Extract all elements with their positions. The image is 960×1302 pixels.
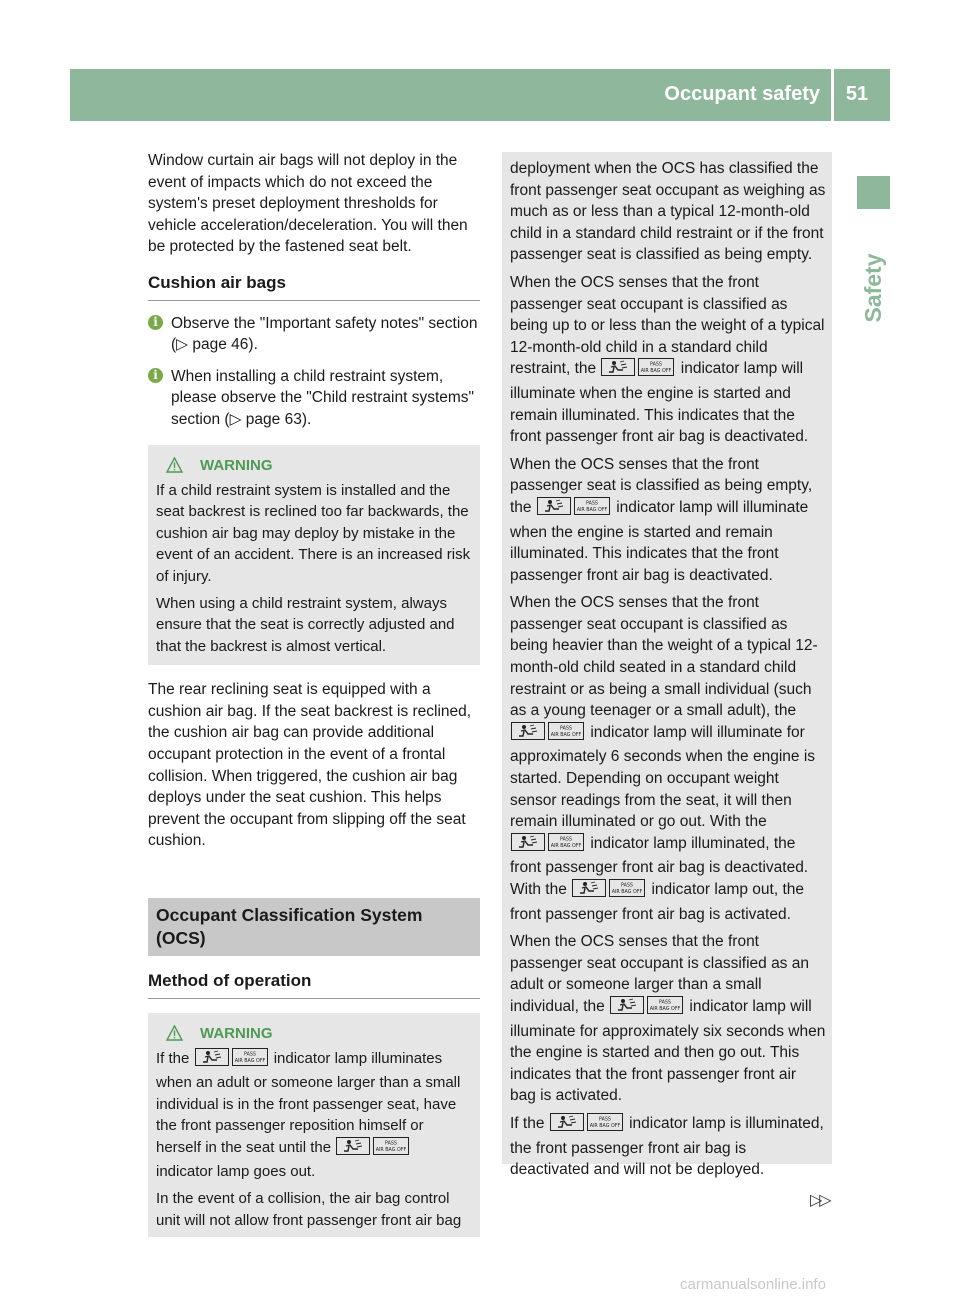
rear-seat-paragraph: The rear reclining seat is equipped with a cushion air bag. If the seat backrest is reclined, the cushion air bag can provide additional occupant protection in the event of a frontal collision. When triggered, the cushion air bag deploys under the seat cushion. This helps prevent the occupant from slipping off the seat cushion. [148, 681, 472, 850]
method-of-operation-heading: Method of operation [148, 970, 480, 999]
warning-text: In the event of a collision, the air bag control unit will not allow front passenger front air bag [156, 1190, 462, 1229]
svg-text:PASS: PASS [560, 837, 572, 843]
continue-arrows-icon: ▷▷ [810, 1192, 829, 1209]
ocs-paragraph: deployment when the OCS has classified the front passenger seat occupant as weighing as much as or less than a typical 12-month-old child in a standard child restraint or if the front passenger seat is classified as being empty. [510, 160, 826, 264]
svg-text:PASS: PASS [385, 1141, 398, 1147]
svg-text:AIR BAG OFF: AIR BAG OFF [375, 1147, 407, 1153]
svg-text:AIR BAG OFF: AIR BAG OFF [611, 890, 643, 895]
svg-text:AIR BAG OFF: AIR BAG OFF [234, 1058, 265, 1064]
passenger-airbag-off-icon [537, 497, 611, 522]
warning-label: WARNING [200, 1024, 273, 1042]
svg-text:AIR BAG OFF: AIR BAG OFF [550, 732, 582, 738]
info-icon: i [148, 315, 163, 330]
passenger-airbag-off-icon [610, 996, 684, 1021]
right-column-box [502, 152, 832, 1179]
passenger-airbag-off-icon [195, 1048, 269, 1072]
info-note: i When installing a child restraint system, please observe the "Child restraint systems" section (▷ page 63). [148, 366, 480, 431]
side-tab-marker [857, 176, 890, 209]
intro-paragraph: Window curtain air bags will not deploy in the event of impacts which do not exceed the system's preset deployment thresholds for vehicle acceleration/deceleration. You will then be protected by the fastened seat belt. [148, 152, 468, 256]
page-number: 51 [845, 83, 869, 105]
ocs-paragraph: If the PASS AIR BAG OFF indicator lamp is illuminated, the front passenger front air bag is deactivated and will not be deployed. [510, 1114, 824, 1179]
svg-text:PASS: PASS [585, 501, 598, 507]
warning-text: If a child restraint system is installed and the seat backrest is reclined too far backwards, the cushion air bag may deploy by mistake in the event of an accident. There is an increased risk of injury. [156, 481, 471, 585]
warning-text: If the PASS AIR BAG OFF indicator lamp illuminates when an adult or someone larger than a small individual is in the front passenger seat, have the front passenger reposition himself or herself in the seat until the PASS AIR BAG OFF indicator lamp goes out. [156, 1049, 461, 1180]
warning-box [148, 1013, 480, 1238]
svg-text:PASS: PASS [243, 1052, 256, 1058]
ocs-paragraph: When the OCS senses that the front passenger seat occupant is classified as being up to or less than the weight of a typical 12-month-old child in a standard child restraint, the PASS AIR BAG OFF indicator lamp will illuminate when the engine is started and remain illuminated. This indicates that the front passenger front air bag is deactivated. [510, 273, 825, 446]
left-column [148, 150, 480, 1251]
svg-text:PASS: PASS [650, 362, 663, 368]
svg-text:AIR BAG OFF: AIR BAG OFF [641, 369, 672, 375]
watermark: carmanualsonline.info [680, 1276, 826, 1293]
warning-triangle-icon [166, 457, 183, 473]
svg-text:PASS: PASS [621, 883, 634, 889]
warning-triangle-icon [166, 1025, 183, 1041]
svg-text:AIR BAG OFF: AIR BAG OFF [576, 507, 608, 513]
ocs-paragraph: When the OCS senses that the front passenger seat occupant is classified as being heavier than the weight of a typical 12-month-old child seated in a standard child restraint or as being a small individual (such as a young teenager or a small adult), the PASS AIR BAG OFF indicator lamp will illuminate for approximately 6 seconds when the engine is started. Depending on occupant weight sensor readings from the seat, it will then remain illuminated or go out. With the PASS AIR BAG OFF indicator lamp illuminated, the front passenger front air bag is deactivated. With the PASS AIR BAG OFF indicator lamp out, the front passenger front air bag is activated. [510, 594, 818, 923]
svg-text:PASS: PASS [659, 1000, 672, 1006]
svg-text:PASS: PASS [560, 726, 572, 732]
passenger-airbag-off-icon [511, 833, 585, 858]
passenger-airbag-off-icon [550, 1113, 624, 1138]
ocs-paragraph: When the OCS senses that the front passenger seat occupant is classified as an adult or someone larger than a small individual, the PASS AIR BAG OFF indicator lamp will illuminate for approximately six seconds when the engine is started and then go out. This indicates that the front passenger front air bag is activated. [510, 933, 826, 1105]
svg-text:AIR BAG OFF: AIR BAG OFF [550, 843, 582, 849]
warning-box [148, 445, 480, 666]
warning-label: WARNING [200, 456, 273, 474]
warning-text: When using a child restraint system, always ensure that the seat is correctly adjusted and that the backrest is almost vertical. [156, 594, 455, 655]
passenger-airbag-off-icon [511, 722, 585, 747]
info-icon: i [148, 368, 163, 383]
cushion-airbags-heading: Cushion air bags [148, 272, 480, 301]
svg-text:PASS: PASS [598, 1117, 611, 1123]
passenger-airbag-off-icon [336, 1137, 410, 1161]
passenger-airbag-off-icon [601, 358, 675, 383]
page-section-title: Occupant safety [664, 83, 820, 105]
svg-text:AIR BAG OFF: AIR BAG OFF [649, 1006, 681, 1012]
info-note: i Observe the "Important safety notes" section (▷ page 46). [148, 313, 480, 356]
side-tab-label: Safety [860, 253, 887, 323]
svg-text:AIR BAG OFF: AIR BAG OFF [589, 1123, 621, 1129]
ocs-section-title: Occupant Classification System (OCS) [148, 898, 480, 956]
ocs-paragraph: When the OCS senses that the front passenger seat is classified as being empty, the PASS AIR BAG OFF indicator lamp will illuminate when the engine is started and remain illuminated. This indicates that the front passenger front air bag is deactivated. [510, 455, 813, 584]
passenger-airbag-off-icon [572, 879, 646, 904]
